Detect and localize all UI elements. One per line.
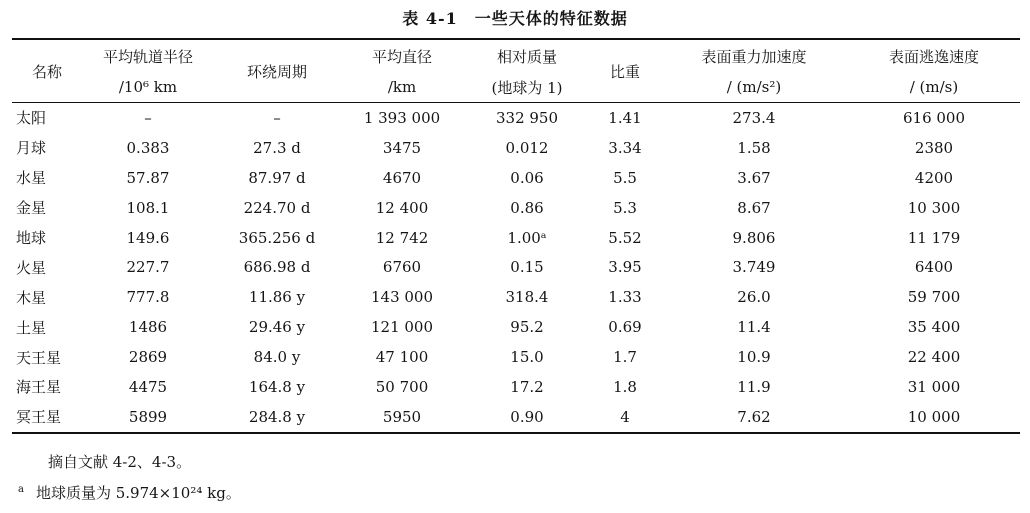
cell-diameter: 4670 <box>382 168 422 187</box>
cell-period: 29.46 y <box>248 318 306 337</box>
cell-escape: 4200 <box>914 168 954 187</box>
cell-gravity: 26.0 <box>737 288 771 307</box>
cell-density: 5.52 <box>608 228 642 247</box>
cell-escape: 11 179 <box>907 228 961 247</box>
cell-period: 11.86 y <box>248 288 306 307</box>
table-title: 表 4-1 一些天体的特征数据 <box>402 9 628 28</box>
cell-escape: 10 000 <box>848 402 1020 433</box>
cell-diameter: 121 000 <box>370 318 434 337</box>
cell-density: 1.41 <box>608 108 642 127</box>
cell-density: 5.3 <box>613 198 637 217</box>
cell-escape: 10 300 <box>907 198 961 217</box>
cell-density: 1.7 <box>613 348 637 367</box>
header-mass-line1: 相对质量 <box>464 39 590 72</box>
cell-gravity: 1.58 <box>737 138 771 157</box>
cell-diameter: 50 700 <box>375 377 429 396</box>
celestial-data-table <box>12 38 1020 434</box>
header-diameter-line1: 平均直径 <box>340 39 464 72</box>
cell-escape: 6400 <box>914 258 954 277</box>
cell-gravity: 9.806 <box>732 228 776 247</box>
cell-diameter: 6760 <box>382 258 422 277</box>
cell-density: 1.8 <box>613 377 637 396</box>
cell-escape: 22 400 <box>907 348 961 367</box>
footnote <box>18 482 241 503</box>
cell-radius: – <box>144 108 152 127</box>
header-escape-line2: / (m/s) <box>848 72 1020 103</box>
cell-period: 224.70 d <box>243 198 311 217</box>
cell-escape: 2380 <box>914 138 954 157</box>
cell-name: 火星 <box>16 258 47 277</box>
cell-name: 土星 <box>16 318 47 337</box>
cell-gravity: 7.62 <box>660 402 848 433</box>
cell-density: 3.34 <box>608 138 642 157</box>
cell-escape: 616 000 <box>902 108 966 127</box>
table-row <box>12 282 1020 312</box>
table-row <box>12 312 1020 342</box>
header-radius-line2: /10⁶ km <box>82 72 214 103</box>
cell-name: 金星 <box>16 199 47 218</box>
table-row <box>12 372 1020 402</box>
cell-mass: 0.15 <box>510 258 544 277</box>
cell-period: 27.3 d <box>253 138 301 157</box>
cell-gravity: 273.4 <box>732 108 776 127</box>
cell-radius: 149.6 <box>126 228 170 247</box>
cell-density: 0.69 <box>608 318 642 337</box>
cell-radius: 108.1 <box>126 198 170 217</box>
cell-name: 水星 <box>16 169 47 188</box>
cell-escape: 59 700 <box>907 288 961 307</box>
source-note <box>48 452 191 472</box>
source-text: 摘自文献 4-2、4-3。 <box>48 453 192 471</box>
cell-gravity: 3.67 <box>737 168 771 187</box>
cell-diameter: 143 000 <box>370 288 434 307</box>
cell-density: 4 <box>590 402 660 433</box>
cell-diameter: 5950 <box>340 402 464 433</box>
table-row <box>12 103 1020 133</box>
cell-radius: 4475 <box>128 377 168 396</box>
cell-period: 686.98 d <box>243 258 311 277</box>
cell-mass: 332 950 <box>495 108 559 127</box>
cell-escape: 35 400 <box>907 318 961 337</box>
cell-period: – <box>273 108 281 127</box>
header-period: 环绕周期 <box>214 39 340 103</box>
cell-name: 木星 <box>16 288 47 307</box>
cell-name: 海王星 <box>16 378 62 397</box>
header-name: 名称 <box>12 39 82 103</box>
cell-mass: 0.06 <box>510 168 544 187</box>
cell-period: 87.97 d <box>248 168 306 187</box>
cell-radius: 0.383 <box>126 138 170 157</box>
cell-radius: 5899 <box>82 402 214 433</box>
cell-mass: 1.00ᵃ <box>507 228 547 247</box>
cell-name: 天王星 <box>16 348 62 367</box>
cell-mass: 0.012 <box>505 138 549 157</box>
header-mass-line2: (地球为 1) <box>464 72 590 103</box>
table-row <box>12 163 1020 193</box>
cell-period: 164.8 y <box>248 377 306 396</box>
cell-gravity: 8.67 <box>737 198 771 217</box>
header-escape-line1: 表面逃逸速度 <box>848 39 1020 72</box>
footnote-mark: a <box>18 484 24 495</box>
header-gravity-line2: / (m/s²) <box>660 72 848 103</box>
cell-diameter: 12 742 <box>375 228 429 247</box>
cell-mass: 318.4 <box>505 288 549 307</box>
cell-gravity: 11.4 <box>737 318 771 337</box>
cell-diameter: 12 400 <box>375 198 429 217</box>
cell-period: 284.8 y <box>214 402 340 433</box>
cell-escape: 31 000 <box>907 377 961 396</box>
table-row <box>12 252 1020 282</box>
cell-mass: 0.86 <box>510 198 544 217</box>
cell-mass: 95.2 <box>510 318 544 337</box>
cell-name: 地球 <box>16 229 47 247</box>
header-diameter-line2: /km <box>340 72 464 103</box>
cell-density: 3.95 <box>608 258 642 277</box>
cell-mass: 17.2 <box>510 377 544 396</box>
cell-radius: 57.87 <box>126 168 170 187</box>
table-row <box>12 193 1020 223</box>
cell-diameter: 47 100 <box>375 348 429 367</box>
cell-diameter: 1 393 000 <box>363 108 441 127</box>
cell-gravity: 11.9 <box>737 377 771 396</box>
table-row <box>12 402 1020 433</box>
cell-gravity: 3.749 <box>732 258 776 277</box>
cell-name: 月球 <box>16 139 47 158</box>
cell-diameter: 3475 <box>382 138 422 157</box>
cell-gravity: 10.9 <box>737 348 771 367</box>
table-row <box>12 133 1020 163</box>
cell-period: 365.256 d <box>238 228 316 247</box>
cell-period: 84.0 y <box>253 348 301 367</box>
table-row <box>12 223 1020 253</box>
cell-radius: 227.7 <box>126 258 170 277</box>
cell-mass: 0.90 <box>464 402 590 433</box>
header-radius-line1: 平均轨道半径 <box>82 39 214 72</box>
cell-name: 太阳 <box>16 109 47 128</box>
cell-density: 5.5 <box>613 168 637 187</box>
header-density: 比重 <box>590 39 660 103</box>
table-row <box>12 342 1020 372</box>
cell-radius: 777.8 <box>126 288 170 307</box>
cell-radius: 2869 <box>128 348 168 367</box>
header-gravity-line1: 表面重力加速度 <box>660 39 848 72</box>
cell-name: 冥王星 <box>12 402 82 433</box>
cell-mass: 15.0 <box>510 348 544 367</box>
footnote-text: 地球质量为 5.974×10²⁴ kg。 <box>35 484 241 502</box>
cell-density: 1.33 <box>608 288 642 307</box>
cell-radius: 1486 <box>128 318 168 337</box>
